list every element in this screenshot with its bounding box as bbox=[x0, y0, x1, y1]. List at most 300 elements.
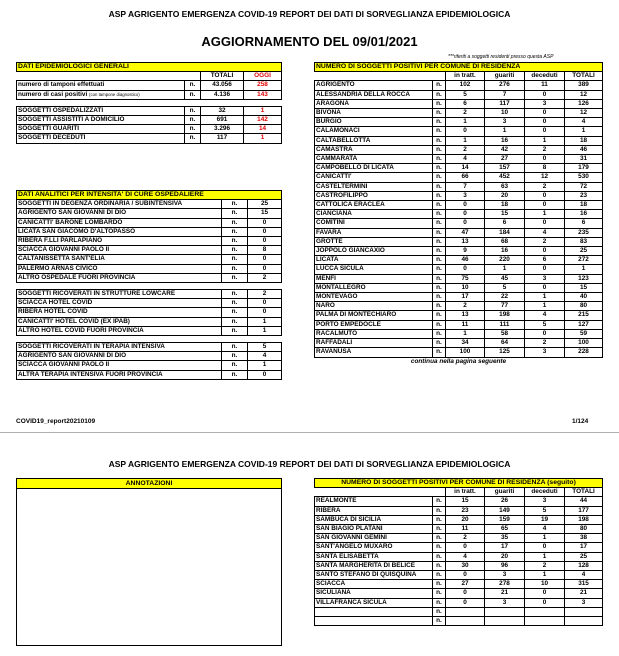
in-tratt: 75 bbox=[446, 274, 485, 283]
row-unit: n. bbox=[433, 311, 446, 320]
row-unit: n. bbox=[433, 339, 446, 348]
row-unit: n. bbox=[185, 106, 201, 115]
row-unit: n. bbox=[433, 506, 446, 515]
table-row bbox=[17, 116, 282, 125]
totali: 72 bbox=[565, 182, 603, 191]
row-unit: n. bbox=[433, 552, 446, 561]
guariti: 16 bbox=[485, 136, 525, 145]
row-unit: n. bbox=[433, 274, 446, 283]
comune-name bbox=[315, 607, 433, 616]
totali: 31 bbox=[565, 155, 603, 164]
guariti bbox=[485, 617, 525, 626]
row-unit: n. bbox=[433, 515, 446, 524]
comune-name: SAMBUCA DI SICILIA bbox=[315, 515, 433, 524]
totali: 18 bbox=[565, 136, 603, 145]
guariti: 149 bbox=[485, 506, 525, 515]
row-value: 15 bbox=[248, 209, 282, 218]
deceduti: 0 bbox=[525, 265, 565, 274]
in-tratt: 17 bbox=[446, 293, 485, 302]
row-unit: n. bbox=[433, 173, 446, 182]
totali: 198 bbox=[565, 515, 603, 524]
totali: 177 bbox=[565, 506, 603, 515]
table-row bbox=[17, 273, 282, 282]
guariti: 184 bbox=[485, 228, 525, 237]
totali: 83 bbox=[565, 237, 603, 246]
row-label: LICATA SAN GIACOMO D'ALTOPASSO bbox=[17, 227, 222, 236]
in-tratt: 5 bbox=[446, 90, 485, 99]
row-total: 691 bbox=[201, 116, 244, 125]
comune-name: BURGIO bbox=[315, 118, 433, 127]
guariti: 1 bbox=[485, 127, 525, 136]
row-today: 14 bbox=[244, 125, 282, 134]
row-label: PALERMO ARNAS CIVICO bbox=[17, 264, 222, 273]
row-unit: n. bbox=[433, 580, 446, 589]
comune-name: NARO bbox=[315, 302, 433, 311]
table-row bbox=[315, 182, 603, 191]
in-tratt: 1 bbox=[446, 329, 485, 338]
deceduti: 0 bbox=[525, 127, 565, 136]
table-row bbox=[17, 370, 282, 379]
comune-name: CASTELTERMINI bbox=[315, 182, 433, 191]
totali: 315 bbox=[565, 580, 603, 589]
row-value: 4 bbox=[248, 352, 282, 361]
in-tratt: 66 bbox=[446, 173, 485, 182]
table-row bbox=[17, 361, 282, 370]
row-unit: n. bbox=[433, 598, 446, 607]
row-unit: n. bbox=[433, 90, 446, 99]
row-unit: n. bbox=[433, 145, 446, 154]
guariti: 42 bbox=[485, 145, 525, 154]
table-row bbox=[17, 81, 282, 90]
row-label-text: numero di casi positivi bbox=[18, 90, 88, 98]
comune-name: SANTA MARGHERITA DI BELICE bbox=[315, 561, 433, 570]
deceduti: 11 bbox=[525, 81, 565, 90]
row-unit: n. bbox=[222, 343, 248, 352]
in-tratt: 4 bbox=[446, 155, 485, 164]
comune-name: JOPPOLO GIANCAXIO bbox=[315, 247, 433, 256]
row-today: 1 bbox=[244, 106, 282, 115]
col-totali: TOTALI bbox=[565, 72, 603, 81]
totali: 46 bbox=[565, 145, 603, 154]
comune-name: SANTA ELISABETTA bbox=[315, 552, 433, 561]
deceduti: 1 bbox=[525, 293, 565, 302]
deceduti: 1 bbox=[525, 302, 565, 311]
table-row bbox=[315, 136, 603, 145]
general-data-title: DATI EPIDEMIOLOGICI GENERALI bbox=[17, 63, 282, 72]
table-row bbox=[315, 201, 603, 210]
table-row bbox=[17, 308, 282, 317]
comune-name: RAVANUSA bbox=[315, 348, 433, 357]
row-unit: n. bbox=[222, 273, 248, 282]
totali: 12 bbox=[565, 109, 603, 118]
row-unit: n. bbox=[433, 589, 446, 598]
in-tratt: 2 bbox=[446, 109, 485, 118]
row-unit: n. bbox=[433, 164, 446, 173]
table-row bbox=[17, 90, 282, 99]
guariti: 1 bbox=[485, 265, 525, 274]
guariti: 22 bbox=[485, 293, 525, 302]
comune-name: FAVARA bbox=[315, 228, 433, 237]
row-label bbox=[17, 90, 185, 99]
table-row bbox=[315, 237, 603, 246]
deceduti: 2 bbox=[525, 145, 565, 154]
totali: 18 bbox=[565, 201, 603, 210]
deceduti: 12 bbox=[525, 173, 565, 182]
deceduti: 6 bbox=[525, 256, 565, 265]
guariti: 18 bbox=[485, 201, 525, 210]
comune-name: AGRIGENTO bbox=[315, 81, 433, 90]
deceduti: 0 bbox=[525, 589, 565, 598]
in-tratt: 15 bbox=[446, 497, 485, 506]
in-tratt: 1 bbox=[446, 118, 485, 127]
row-unit: n. bbox=[185, 90, 201, 99]
row-unit: n. bbox=[433, 109, 446, 118]
row-unit: n. bbox=[433, 219, 446, 228]
totali: 12 bbox=[565, 90, 603, 99]
row-unit: n. bbox=[433, 617, 446, 626]
report-header: ASP AGRIGENTO EMERGENZA COVID-19 REPORT DEI DATI DI SORVEGLIANZA EPIDEMIOLOGICA bbox=[108, 9, 511, 19]
table-row bbox=[315, 598, 603, 607]
row-value: 25 bbox=[248, 200, 282, 209]
row-unit: n. bbox=[433, 329, 446, 338]
in-tratt: 0 bbox=[446, 219, 485, 228]
comune-name: SCIACCA bbox=[315, 580, 433, 589]
table-row bbox=[315, 293, 603, 302]
row-unit: n. bbox=[433, 247, 446, 256]
row-unit: n. bbox=[433, 118, 446, 127]
in-tratt: 0 bbox=[446, 265, 485, 274]
report-header-2: ASP AGRIGENTO EMERGENZA COVID-19 REPORT DEI DATI DI SORVEGLIANZA EPIDEMIOLOGICA bbox=[108, 459, 511, 469]
row-today: 142 bbox=[244, 116, 282, 125]
comune-name: MONTEVAGO bbox=[315, 293, 433, 302]
row-value: 0 bbox=[248, 237, 282, 246]
row-label: RIBERA HOTEL COVID bbox=[17, 308, 222, 317]
in-tratt bbox=[446, 617, 485, 626]
general-data-table bbox=[16, 62, 282, 144]
totali: 4 bbox=[565, 118, 603, 127]
row-unit: n. bbox=[433, 543, 446, 552]
deceduti: 1 bbox=[525, 136, 565, 145]
in-tratt: 10 bbox=[446, 283, 485, 292]
table-row bbox=[315, 265, 603, 274]
row-label: AGRIGENTO SAN GIOVANNI DI DIO bbox=[17, 352, 222, 361]
deceduti: 4 bbox=[525, 311, 565, 320]
table-row bbox=[315, 311, 603, 320]
guariti: 64 bbox=[485, 339, 525, 348]
deceduti: 0 bbox=[525, 201, 565, 210]
deceduti: 2 bbox=[525, 339, 565, 348]
row-unit: n. bbox=[433, 136, 446, 145]
table-row bbox=[315, 173, 603, 182]
in-tratt: 47 bbox=[446, 228, 485, 237]
guariti: 3 bbox=[485, 598, 525, 607]
table-row bbox=[17, 227, 282, 236]
comune-name: LUCCA SICULA bbox=[315, 265, 433, 274]
intensity-table bbox=[16, 190, 282, 380]
in-tratt: 0 bbox=[446, 598, 485, 607]
table-row bbox=[315, 210, 603, 219]
in-tratt: 11 bbox=[446, 525, 485, 534]
guariti: 111 bbox=[485, 320, 525, 329]
row-value: 2 bbox=[248, 273, 282, 282]
row-unit: n. bbox=[433, 182, 446, 191]
totali: 44 bbox=[565, 497, 603, 506]
table-row bbox=[315, 228, 603, 237]
deceduti: 3 bbox=[525, 348, 565, 357]
row-total: 3.296 bbox=[201, 125, 244, 134]
guariti: 27 bbox=[485, 155, 525, 164]
col-guariti: guariti bbox=[485, 72, 525, 81]
table-row bbox=[315, 302, 603, 311]
table-row bbox=[315, 274, 603, 283]
table-row bbox=[17, 246, 282, 255]
totali: 40 bbox=[565, 293, 603, 302]
guariti: 198 bbox=[485, 311, 525, 320]
totali bbox=[565, 607, 603, 616]
comune-name: CIANCIANA bbox=[315, 210, 433, 219]
deceduti: 2 bbox=[525, 182, 565, 191]
table-row bbox=[315, 99, 603, 108]
deceduti: 0 bbox=[525, 118, 565, 127]
row-label-sub: (con tampone diagnostico) bbox=[89, 91, 140, 97]
deceduti: 1 bbox=[525, 552, 565, 561]
table-row bbox=[17, 326, 282, 335]
in-tratt bbox=[446, 607, 485, 616]
row-label: ALTRO OSPEDALE FUORI PROVINCIA bbox=[17, 273, 222, 282]
totali: 4 bbox=[565, 571, 603, 580]
deceduti: 4 bbox=[525, 525, 565, 534]
update-title: AGGIORNAMENTO DEL 09/01/2021 bbox=[201, 34, 418, 49]
deceduti: 5 bbox=[525, 320, 565, 329]
in-tratt: 0 bbox=[446, 210, 485, 219]
guariti: 17 bbox=[485, 543, 525, 552]
guariti: 96 bbox=[485, 561, 525, 570]
guariti: 16 bbox=[485, 247, 525, 256]
table-row bbox=[315, 320, 603, 329]
row-unit: n. bbox=[222, 361, 248, 370]
guariti: 7 bbox=[485, 90, 525, 99]
totali: 23 bbox=[565, 191, 603, 200]
deceduti: 0 bbox=[525, 90, 565, 99]
comune-name: RAFFADALI bbox=[315, 339, 433, 348]
deceduti: 0 bbox=[525, 247, 565, 256]
row-unit: n. bbox=[222, 218, 248, 227]
table-row bbox=[315, 339, 603, 348]
page-separator bbox=[0, 432, 619, 433]
row-label: SOGGETTI IN DEGENZA ORDINARIA / SUBINTENSIVA bbox=[17, 200, 222, 209]
guariti: 10 bbox=[485, 109, 525, 118]
table-row bbox=[17, 317, 282, 326]
in-tratt: 3 bbox=[446, 191, 485, 200]
row-value: 0 bbox=[248, 264, 282, 273]
row-unit: n. bbox=[433, 210, 446, 219]
deceduti: 2 bbox=[525, 561, 565, 570]
in-tratt: 0 bbox=[446, 201, 485, 210]
comune-name: SANT'ANGELO MUXARO bbox=[315, 543, 433, 552]
in-tratt: 11 bbox=[446, 320, 485, 329]
deceduti bbox=[525, 617, 565, 626]
comune-name bbox=[315, 617, 433, 626]
row-unit: n. bbox=[433, 302, 446, 311]
row-unit: n. bbox=[433, 607, 446, 616]
row-value: 8 bbox=[248, 246, 282, 255]
row-unit: n. bbox=[433, 561, 446, 570]
footer-filename: COVID19_report20210109 bbox=[16, 418, 96, 425]
totali: 128 bbox=[565, 561, 603, 570]
table-row bbox=[17, 343, 282, 352]
row-unit: n. bbox=[433, 348, 446, 357]
in-tratt: 46 bbox=[446, 256, 485, 265]
totali: 17 bbox=[565, 543, 603, 552]
table-row bbox=[315, 90, 603, 99]
guariti: 220 bbox=[485, 256, 525, 265]
row-label: CALTANISSETTA SANT'ELIA bbox=[17, 255, 222, 264]
table-row bbox=[315, 515, 603, 524]
deceduti: 0 bbox=[525, 155, 565, 164]
totali: 16 bbox=[565, 210, 603, 219]
continues-note: continua nella pagina seguente bbox=[410, 357, 507, 365]
row-unit: n. bbox=[222, 317, 248, 326]
row-unit: n. bbox=[433, 201, 446, 210]
comuni-title-2: NUMERO DI SOGGETTI POSITIVI PER COMUNE DI RESIDENZA (seguito) bbox=[315, 479, 603, 488]
guariti: 159 bbox=[485, 515, 525, 524]
guariti: 276 bbox=[485, 81, 525, 90]
row-label: AGRIGENTO SAN GIOVANNI DI DIO bbox=[17, 209, 222, 218]
row-unit: n. bbox=[433, 320, 446, 329]
deceduti: 0 bbox=[525, 283, 565, 292]
deceduti: 0 bbox=[525, 543, 565, 552]
in-tratt: 34 bbox=[446, 339, 485, 348]
table-row bbox=[315, 127, 603, 136]
guariti: 20 bbox=[485, 552, 525, 561]
comune-name: COMITINI bbox=[315, 219, 433, 228]
row-unit: n. bbox=[185, 134, 201, 143]
table-row bbox=[315, 283, 603, 292]
row-value: 5 bbox=[248, 343, 282, 352]
table-row bbox=[315, 571, 603, 580]
row-label: SOGGETTI ASSISTITI A DOMICILIO bbox=[17, 116, 185, 125]
guariti: 68 bbox=[485, 237, 525, 246]
comuni-table bbox=[314, 62, 603, 366]
table-row bbox=[315, 81, 603, 90]
row-unit: n. bbox=[185, 125, 201, 134]
row-unit: n. bbox=[222, 227, 248, 236]
col-totali: TOTALI bbox=[201, 72, 244, 81]
comune-name: PALMA DI MONTECHIARO bbox=[315, 311, 433, 320]
deceduti: 5 bbox=[525, 506, 565, 515]
deceduti: 0 bbox=[525, 219, 565, 228]
row-unit: n. bbox=[222, 246, 248, 255]
comune-name: CATTOLICA ERACLEA bbox=[315, 201, 433, 210]
deceduti: 19 bbox=[525, 515, 565, 524]
in-tratt: 100 bbox=[446, 348, 485, 357]
row-unit: n. bbox=[433, 571, 446, 580]
guariti: 5 bbox=[485, 283, 525, 292]
in-tratt: 6 bbox=[446, 99, 485, 108]
in-tratt: 0 bbox=[446, 543, 485, 552]
deceduti: 8 bbox=[525, 164, 565, 173]
row-value: 0 bbox=[248, 227, 282, 236]
row-value: 0 bbox=[248, 255, 282, 264]
comune-name: ARAGONA bbox=[315, 99, 433, 108]
row-label: SOGGETTI DECEDUTI bbox=[17, 134, 185, 143]
in-tratt: 13 bbox=[446, 237, 485, 246]
row-unit: n. bbox=[222, 200, 248, 209]
deceduti: 0 bbox=[525, 109, 565, 118]
table-row bbox=[315, 561, 603, 570]
row-unit: n. bbox=[185, 116, 201, 125]
guariti: 157 bbox=[485, 164, 525, 173]
guariti: 63 bbox=[485, 182, 525, 191]
table-row bbox=[315, 219, 603, 228]
resident-note: ***riferiti a soggetti residenti presso questa ASP bbox=[448, 54, 554, 60]
row-value: 0 bbox=[248, 299, 282, 308]
row-unit: n. bbox=[433, 127, 446, 136]
in-tratt: 2 bbox=[446, 534, 485, 543]
comune-name: PORTO EMPEDOCLE bbox=[315, 320, 433, 329]
totali: 127 bbox=[565, 320, 603, 329]
table-row bbox=[315, 247, 603, 256]
guariti: 26 bbox=[485, 497, 525, 506]
guariti: 6 bbox=[485, 219, 525, 228]
guariti: 20 bbox=[485, 191, 525, 200]
row-unit: n. bbox=[433, 525, 446, 534]
totali: 123 bbox=[565, 274, 603, 283]
table-row bbox=[315, 589, 603, 598]
row-unit: n. bbox=[433, 534, 446, 543]
row-unit: n. bbox=[433, 81, 446, 90]
col-deceduti: deceduti bbox=[525, 488, 565, 497]
table-row bbox=[17, 237, 282, 246]
in-tratt: 14 bbox=[446, 164, 485, 173]
in-tratt: 1 bbox=[446, 136, 485, 145]
row-unit: n. bbox=[222, 290, 248, 299]
row-unit: n. bbox=[433, 497, 446, 506]
in-tratt: 102 bbox=[446, 81, 485, 90]
table-row bbox=[315, 109, 603, 118]
table-row bbox=[315, 534, 603, 543]
col-deceduti: deceduti bbox=[525, 72, 565, 81]
row-label: RIBERA F.LLI PARLAPIANO bbox=[17, 237, 222, 246]
comune-name: SANTO STEFANO DI QUISQUINA bbox=[315, 571, 433, 580]
comune-name: CALAMONACI bbox=[315, 127, 433, 136]
deceduti: 1 bbox=[525, 534, 565, 543]
row-unit: n. bbox=[433, 228, 446, 237]
table-row bbox=[17, 125, 282, 134]
table-row bbox=[17, 352, 282, 361]
deceduti: 0 bbox=[525, 329, 565, 338]
table-row bbox=[315, 607, 603, 616]
row-unit: n. bbox=[222, 209, 248, 218]
annotations-box bbox=[16, 478, 282, 646]
totali: 80 bbox=[565, 302, 603, 311]
row-unit: n. bbox=[222, 255, 248, 264]
totali: 389 bbox=[565, 81, 603, 90]
comune-name: VILLAFRANCA SICULA bbox=[315, 598, 433, 607]
intensity-title: DATI ANALITICI PER INTENSITA' DI CURE OSPEDALIERE bbox=[17, 191, 282, 200]
deceduti: 3 bbox=[525, 497, 565, 506]
row-label: ALTRA TERAPIA INTENSIVA FUORI PROVINCIA bbox=[17, 370, 222, 379]
comune-name: REALMONTE bbox=[315, 497, 433, 506]
row-value: 0 bbox=[248, 218, 282, 227]
comune-name: SICULIANA bbox=[315, 589, 433, 598]
row-label: SCIACCA GIOVANNI PAOLO II bbox=[17, 246, 222, 255]
table-row bbox=[315, 543, 603, 552]
totali: 25 bbox=[565, 552, 603, 561]
row-unit: n. bbox=[433, 191, 446, 200]
deceduti: 1 bbox=[525, 571, 565, 580]
row-label: SOGGETTI RICOVERATI IN TERAPIA INTENSIVA bbox=[17, 343, 222, 352]
